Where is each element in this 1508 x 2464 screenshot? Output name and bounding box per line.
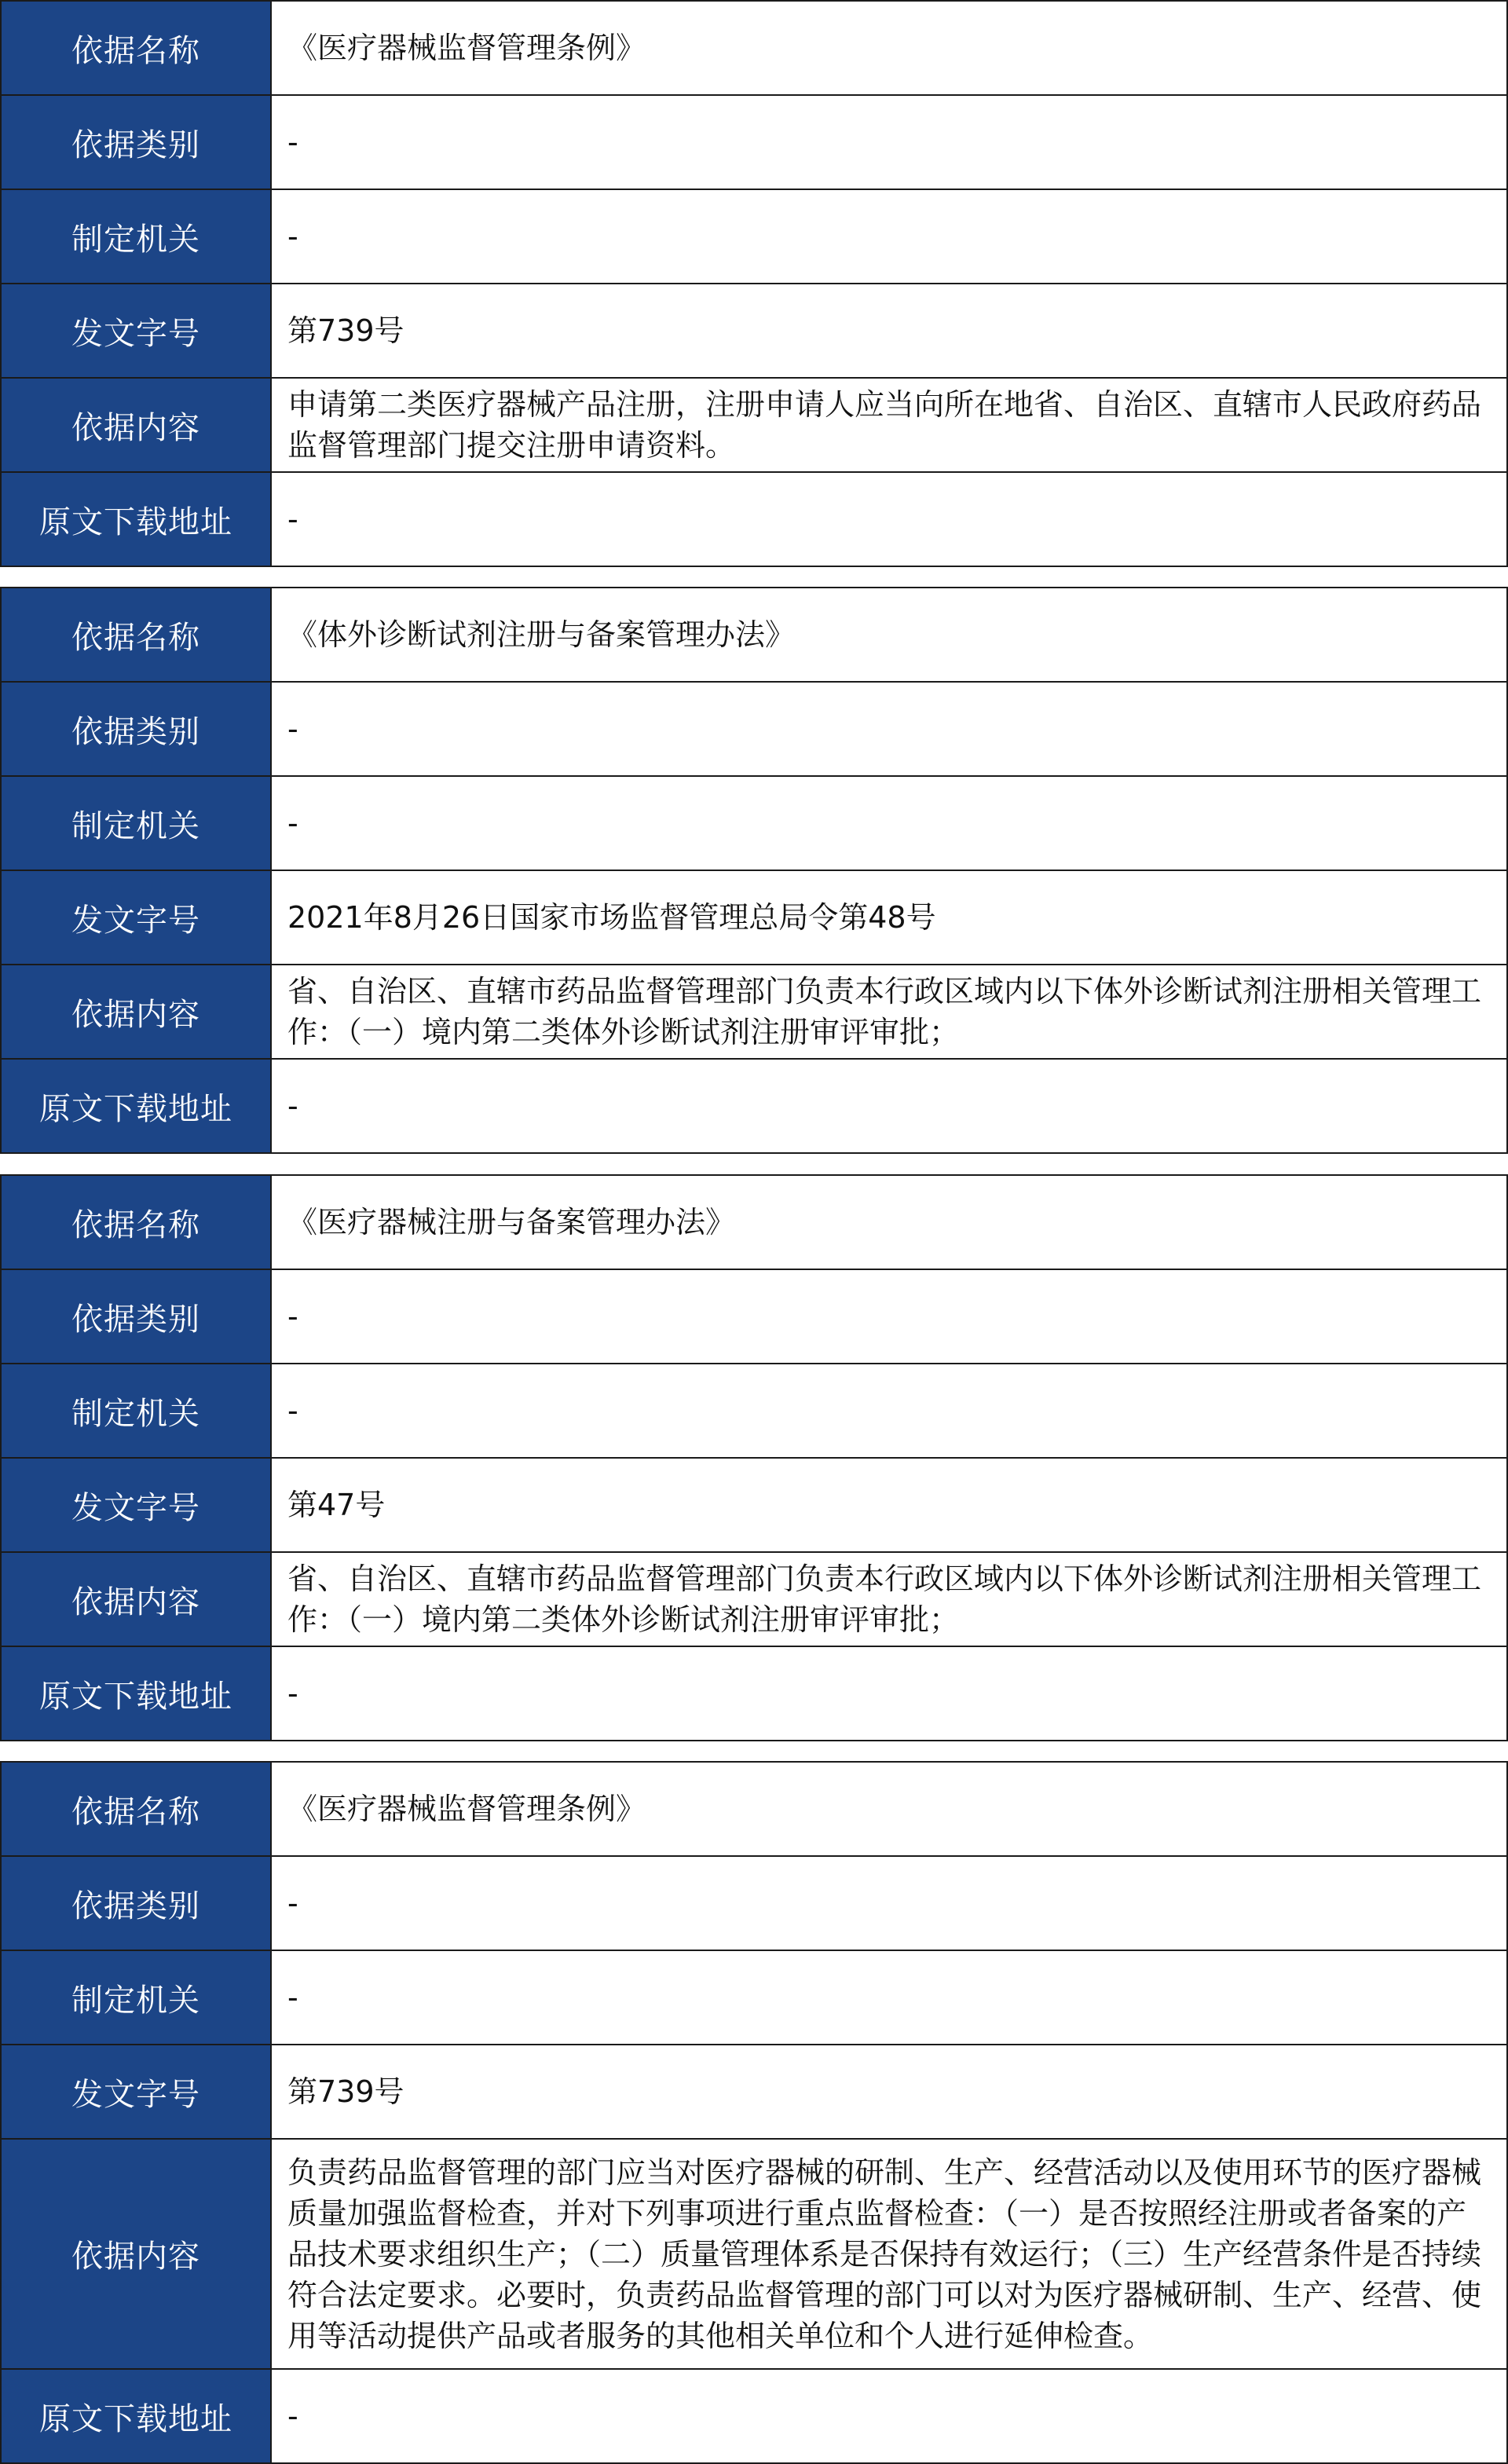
value-doc-number: 第47号: [272, 1459, 1506, 1551]
row-doc-number: [2, 2045, 1506, 2140]
value-content: 省、自治区、直辖市药品监督管理部门负责本行政区域内以下体外诊断试剂注册相关管理工作：（一）境内第二类体外诊断试剂注册审评审批；: [272, 1553, 1506, 1646]
value-category: -: [272, 683, 1506, 775]
label-doc-number: 发文字号: [2, 871, 272, 964]
label-category: 依据类别: [2, 1270, 272, 1363]
row-category: [2, 96, 1506, 190]
row-content: [2, 2140, 1506, 2370]
row-download: [2, 473, 1506, 567]
row-authority: [2, 1364, 1506, 1459]
basis-record-1: [0, 0, 1508, 567]
value-content: 负责药品监督管理的部门应当对医疗器械的研制、生产、经营活动以及使用环节的医疗器械质量加强监督检查，并对下列事项进行重点监督检查：（一）是否按照经注册或者备案的产品技术要求组织生产；（二）质量管理体系是否保持有效运行；（三）生产经营条件是否持续符合法定要求。必要时，负责药品监督管理的部门可以对为医疗器械研制、生产、经营、使用等活动提供产品或者服务的其他相关单位和个人进行延伸检查。: [272, 2140, 1506, 2368]
label-content: 依据内容: [2, 965, 272, 1058]
row-authority: [2, 190, 1506, 284]
label-content: 依据内容: [2, 2140, 272, 2368]
basis-record-2: [0, 587, 1508, 1154]
value-authority: -: [272, 777, 1506, 870]
label-authority: 制定机关: [2, 777, 272, 870]
value-name: 《医疗器械监督管理条例》: [272, 2, 1506, 94]
basis-record-3: [0, 1174, 1508, 1741]
value-content: 申请第二类医疗器械产品注册，注册申请人应当向所在地省、自治区、直辖市人民政府药品监督管理部门提交注册申请资料。: [272, 379, 1506, 471]
value-download-link[interactable]: -: [272, 2370, 1506, 2462]
label-doc-number: 发文字号: [2, 284, 272, 377]
label-download: 原文下载地址: [2, 1647, 272, 1740]
row-doc-number: [2, 871, 1506, 965]
row-content: [2, 965, 1506, 1060]
label-category: 依据类别: [2, 683, 272, 775]
label-content: 依据内容: [2, 1553, 272, 1646]
row-content: [2, 379, 1506, 473]
label-category: 依据类别: [2, 1857, 272, 1950]
label-download: 原文下载地址: [2, 473, 272, 566]
value-doc-number: 第739号: [272, 284, 1506, 377]
row-name: [2, 2, 1506, 96]
value-authority: -: [272, 190, 1506, 283]
row-category: [2, 683, 1506, 777]
label-authority: 制定机关: [2, 190, 272, 283]
value-name: 《医疗器械监督管理条例》: [272, 1763, 1506, 1855]
label-content: 依据内容: [2, 379, 272, 471]
row-doc-number: [2, 284, 1506, 379]
value-download-link[interactable]: -: [272, 1647, 1506, 1740]
label-category: 依据类别: [2, 96, 272, 189]
row-name: [2, 588, 1506, 683]
label-name: 依据名称: [2, 588, 272, 681]
value-category: -: [272, 1857, 1506, 1950]
label-name: 依据名称: [2, 1763, 272, 1855]
value-name: 《体外诊断试剂注册与备案管理办法》: [272, 588, 1506, 681]
basis-record-4: [0, 1761, 1508, 2464]
value-content: 省、自治区、直辖市药品监督管理部门负责本行政区域内以下体外诊断试剂注册相关管理工作：（一）境内第二类体外诊断试剂注册审评审批；: [272, 965, 1506, 1058]
row-content: [2, 1553, 1506, 1647]
row-category: [2, 1270, 1506, 1364]
row-download: [2, 2370, 1506, 2464]
label-name: 依据名称: [2, 1176, 272, 1269]
row-download: [2, 1647, 1506, 1741]
row-name: [2, 1176, 1506, 1270]
label-download: 原文下载地址: [2, 2370, 272, 2462]
row-authority: [2, 777, 1506, 871]
value-download-link[interactable]: -: [272, 1060, 1506, 1152]
value-download-link[interactable]: -: [272, 473, 1506, 566]
label-doc-number: 发文字号: [2, 2045, 272, 2138]
value-name: 《医疗器械注册与备案管理办法》: [272, 1176, 1506, 1269]
row-name: [2, 1763, 1506, 1857]
label-doc-number: 发文字号: [2, 1459, 272, 1551]
value-authority: -: [272, 1951, 1506, 2044]
row-authority: [2, 1951, 1506, 2045]
label-authority: 制定机关: [2, 1951, 272, 2044]
label-name: 依据名称: [2, 2, 272, 94]
row-doc-number: [2, 1459, 1506, 1553]
value-category: -: [272, 1270, 1506, 1363]
value-category: -: [272, 96, 1506, 189]
value-doc-number: 第739号: [272, 2045, 1506, 2138]
value-authority: -: [272, 1364, 1506, 1457]
value-doc-number: 2021年8月26日国家市场监督管理总局令第48号: [272, 871, 1506, 964]
row-download: [2, 1060, 1506, 1154]
label-authority: 制定机关: [2, 1364, 272, 1457]
label-download: 原文下载地址: [2, 1060, 272, 1152]
row-category: [2, 1857, 1506, 1951]
